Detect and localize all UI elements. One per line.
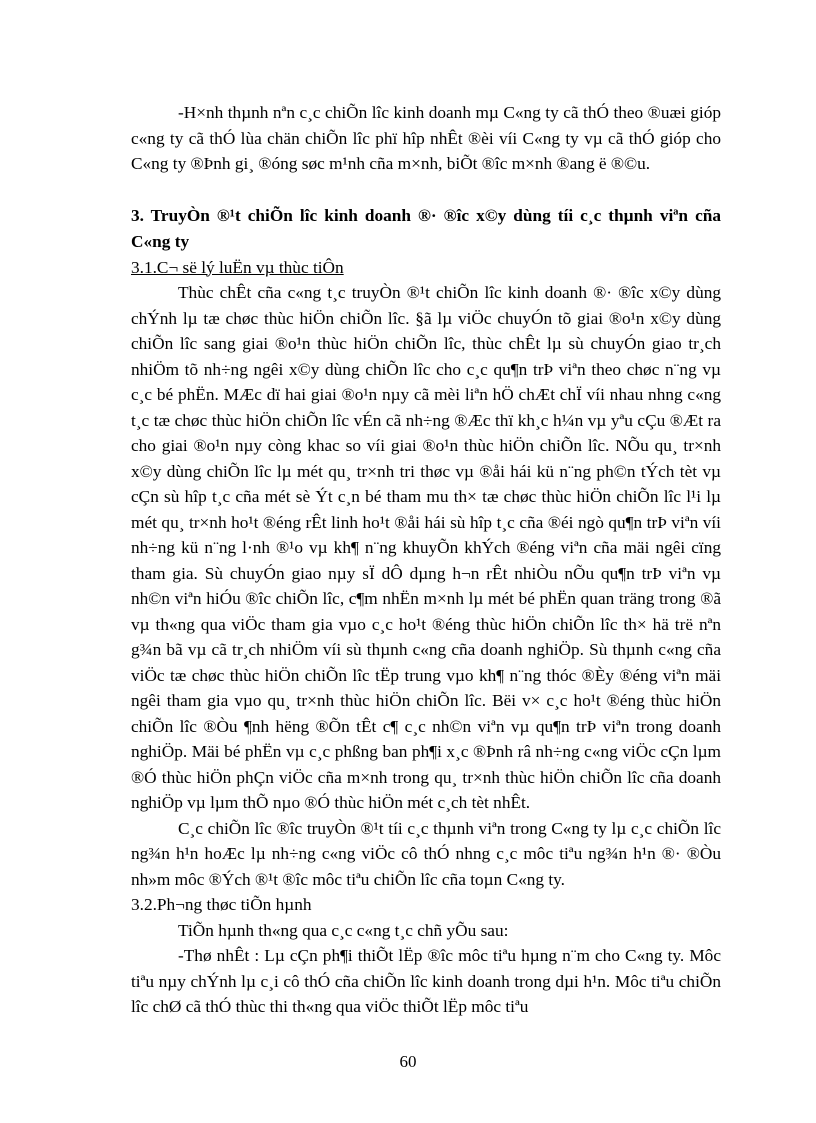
paragraph-formation: -H×nh thµnh nªn c¸c chiÕn lîc kinh doanh mµ C«ng ty cã thÓ theo ®uæi gióp c«ng ty cã thÓ lùa chän chiÕn lîc phï hîp nhÊt ®èi víi C«ng ty vµ cã thÓ gióp cho C«ng ty ®Þnh gi¸ ®óng søc m¹nh cña m×nh, biÕt ®îc m×nh ®ang ë ®©u. [131,103,721,173]
paragraph-essence: Thùc chÊt cña c«ng t¸c truyÒn ®¹t chiÕn lîc kinh doanh ®· ®îc x©y dùng chÝnh lµ tæ chøc thùc hiÖn chiÕn lîc. §ã lµ viÖc chuyÓn tõ giai ®o¹n x©y dùng chiÕn lîc sang giai ®o¹n thùc hiÖn chiÕn lîc, thùc chÊt lµ sù chuyÓn giao tr¸ch nhiÖm tõ nh÷ng ngêi x©y dùng chiÕn lîc cho c¸c qu¶n trÞ viªn theo chøc n¨ng vµ c¸c bé phËn. MÆc dï hai giai ®o¹n nµy cã mèi liªn hÖ chÆt chÏ víi nhau nhng c«ng t¸c tæ chøc thùc hiÖn chiÕn lîc vÉn cã nh÷ng ®Æc thï kh¸c h¼n vµ yªu cÇu ®Æt ra cho giai ®o¹n nµy còng khac so víi giai ®o¹n thùc hiÖn chiÕn lîc. NÕu qu¸ tr×nh x©y dùng chiÕn lîc lµ mét qu¸ tr×nh tri thøc vµ ®åi hái kü n¨ng ph©n tÝch tèt vµ cÇn sù hîp t¸c cña mét sè Ýt c¸n bé tham mu th× tæ chøc thùc hiÖn chiÕn lîc l¹i lµ mét qu¸ tr×nh ho¹t ®éng rÊt linh ho¹t ®åi hái sù hîp t¸c cña ®éi ngò qu¶n trÞ viªn víi nh÷ng kü n¨ng l·nh ®¹o vµ kh¶ n¨ng khuyÕn khÝch ®éng viªn cña mäi ngêi cïng tham gia. Sù chuyÓn giao nµy sÏ dÔ dµng h¬n rÊt nhiÒu nÕu qu¶n trÞ viªn vµ nh©n viªn hiÓu ®îc chiÕn lîc, c¶m nhËn m×nh lµ mét bé phËn quan träng trong ®ã vµ th«ng qua viÖc tham gia vµo c¸c ho¹t ®éng thùc hiÖn chiÕn lîc th× hä trë nªn g¾n bã vµ cã tr¸ch nhiÖm víi sù thµnh c«ng cña doanh nghiÖp. Sù thµnh c«ng cña viÖc tæ chøc thùc hiÖn chiÕn lîc tËp trung vµo kh¶ n¨ng thóc ®Èy ®éng viªn mäi ngêi tham gia vµo qu¸ tr×nh thùc hiÖn chiÕn lîc. Bëi v× c¸c ho¹t ®éng thùc hiÖn chiÕn lîc ®Òu ¶nh hëng ®Õn tÊt c¶ c¸c nh©n viªn vµ qu¶n trÞ viªn trong doanh nghiÖp. Mäi bé phËn vµ c¸c phßng ban ph¶i x¸c ®Þnh râ nh÷ng c«ng viÖc cÇn lµm ®Ó thùc hiÖn phÇn viÖc cña m×nh trong qu¸ tr×nh thùc hiÖn chiÕn lîc cña doanh nghiÖp vµ lµm thÕ nµo ®Ó thùc hiÖn mét c¸ch tèt nhÊt. [131,283,721,812]
paragraph-first-point: -Thø nhÊt : Lµ cÇn ph¶i thiÕt lËp ®îc môc tiªu hµng n¨m cho C«ng ty. Môc tiªu nµy chÝnh lµ c¸i cô thÓ cña chiÕn lîc kinh doanh trong dµi h¹n. Môc tiªu chiÕn lîc chØ cã thÓ thùc thi th«ng qua viÖc thiÕt lËp môc tiªu [131,946,721,1016]
subsection-heading-3-2: 3.2.Ph¬ng thøc tiÕn hµnh [131,895,312,914]
page-number: 60 [399,1052,417,1071]
paragraph-method-intro: TiÕn hµnh th«ng qua c¸c c«ng t¸c chñ yÕu sau: [178,920,509,940]
page-body [131,100,721,1020]
subsection-heading-3-1: 3.1.C¬ së lý luËn vµ thùc tiÔn [131,257,344,277]
paragraph-strategies: C¸c chiÕn lîc ®îc truyÒn ®¹t tíi c¸c thµnh viªn trong C«ng ty lµ c¸c chiÕn lîc ng¾n h¹n hoÆc lµ nh÷ng c«ng viÖc cô thÓ nhng c¸c môc tiªu ng¾n h¹n ®· ®Òu nh»m môc ®Ých ®¹t ®îc môc tiªu chiÕn lîc cña toµn C«ng ty. [131,818,721,889]
section-heading-3: 3. TruyÒn ®¹t chiÕn lîc kinh doanh ®· ®îc x©y dùng tíi c¸c thµnh viªn cña C«ng ty [131,205,721,251]
